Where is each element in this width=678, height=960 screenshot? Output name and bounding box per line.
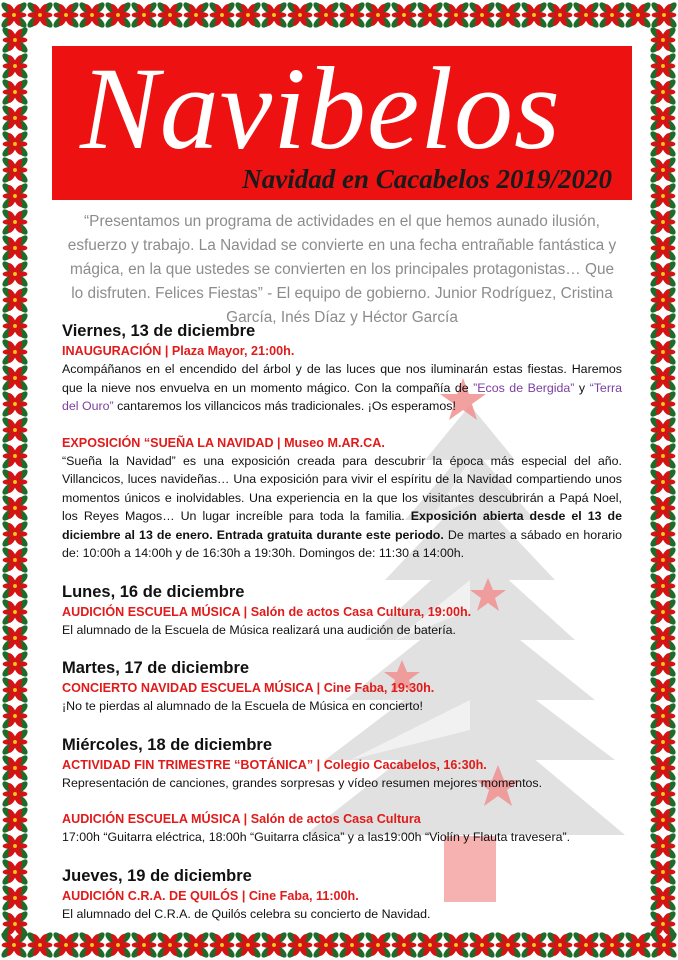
event-title: AUDICIÓN ESCUELA MÚSICA | Salón de actos Casa Cultura [62, 812, 421, 826]
event-title: INAUGURACIÓN | Plaza Mayor, 21:00h. [62, 344, 295, 358]
event-title: AUDICIÓN ESCUELA MÚSICA | Salón de actos Casa Cultura, 19:00h. [62, 604, 472, 619]
event-description: ¡No te pierdas al alumnado de la Escuela de Música en concierto! [62, 699, 423, 713]
event-description: 17:00h “Guitarra eléctrica, 18:00h “Guitarra clásica” y a las19:00h “Violín y Flauta travesera”. [62, 830, 571, 844]
ecos-de-bergida-link: ”Ecos de Bergida” [473, 380, 575, 395]
event-description: El alumnado de la Escuela de Música realizará una audición de batería. [62, 622, 456, 637]
day-heading: Martes, 17 de diciembre [62, 659, 250, 677]
event-description: Representación de canciones, grandes sorpresas y vídeo resumen mejores momentos. [62, 775, 543, 790]
day-heading: Miércoles, 18 de diciembre [62, 735, 273, 754]
page-title: Navibelos [80, 46, 561, 174]
day-heading: Viernes, 13 de diciembre [62, 322, 256, 340]
event-description-text: “Sueña la Navidad” es una exposición creada para descubrir la época más especial del año. Villancicos, luces navideñas… Una exposición para vivir el espíritu de la Navidad compartiendo unos momentos únicos e inolvidables. Una experiencia en la que los visitantes descubrirán a Papá Noel, los Reyes Magos… Un lugar increíble para toda la familia. [62, 453, 622, 523]
event-description-text: cantaremos los villancicos más tradicionales. ¡Os esperamos! [113, 399, 456, 413]
event-title: EXPOSICIÓN “SUEÑA LA NAVIDAD | Museo M.AR.CA. [62, 435, 385, 450]
event-description-text: Acompáñanos en el encendido del árbol y de las luces que nos iluminarán estas fiestas. Haremos que la nieve nos envuelva en un momento mágico. Con la compañía de [62, 362, 622, 395]
day-heading: Lunes, 16 de diciembre [62, 582, 245, 601]
event-description [62, 360, 622, 416]
terra-del-ouro-link: “Terra del Ouro” [62, 380, 622, 413]
day-heading: Jueves, 19 de diciembre [62, 866, 252, 885]
event-description [62, 452, 622, 563]
program-list [62, 320, 622, 923]
event-title: CONCIERTO NAVIDAD ESCUELA MÚSICA | Cine Faba, 19:30h. [62, 681, 435, 695]
event-description-highlight: Exposición abierta desde el 13 de diciembre al 13 de enero. Entrada gratuita durante este periodo. [62, 509, 622, 542]
event-title: ACTIVIDAD FIN TRIMESTRE “BOTÁNICA” | Colegio Cacabelos, 16:30h. [62, 757, 487, 772]
intro-quote: “Presentamos un programa de actividades en el que hemos aunado ilusión, esfuerzo y trabajo. La Navidad se convierte en una fecha entrañable fantástica y mágica, en la que ustedes se convierten en los principales protagonistas… Que lo disfruten. Felices Fiestas” - El equipo de gobierno. Junior Rodríguez, Cristina García, Inés Díaz y Héctor García [67, 213, 617, 326]
event-title: AUDICIÓN C.R.A. DE QUILÓS | Cine Faba, 11:00h. [62, 888, 359, 903]
event-description: El alumnado del C.R.A. de Quilós celebra su concierto de Navidad. [62, 906, 431, 921]
event-description-text: De martes a sábado en horario de: 10:00h a 14:00h y de 16:30h a 19:30h. Domingos de: 11:30 a 14:00h. [62, 527, 622, 560]
page-subtitle: Navidad en Cacabelos 2019/2020 [242, 164, 612, 194]
event-description-text: y [574, 380, 590, 395]
